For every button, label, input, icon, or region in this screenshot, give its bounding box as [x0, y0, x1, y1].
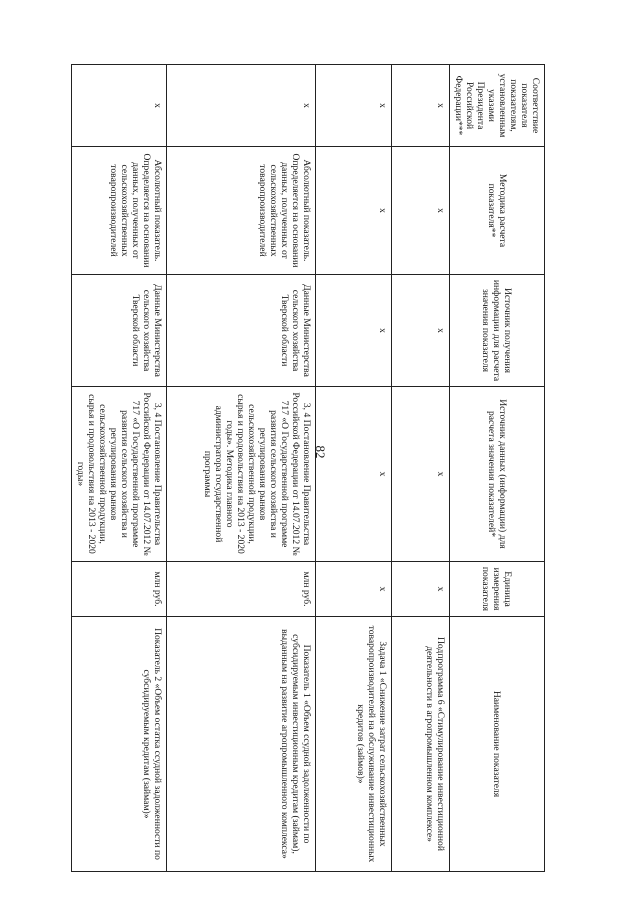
cell-unit: x: [392, 562, 450, 617]
cell-info-source: x: [316, 275, 392, 387]
cell-unit: млн руб.: [167, 562, 316, 617]
table-row: [316, 65, 392, 872]
header-data-source: Источник данных (информации) для расчета значения показателей*: [450, 387, 545, 562]
cell-name: Показатель 1 «Объем ссудной задолженности по субсидируемым инвестиционным кредитам (займам), выданным на развитие агропромышленного комплекса»: [167, 617, 316, 872]
table-row: [167, 65, 316, 872]
page-number: 82: [313, 445, 328, 459]
cell-info-source: Данные Министерства сельского хозяйства Тверской области: [167, 275, 316, 387]
cell-method: x: [316, 147, 392, 275]
cell-method: Абсолютный показатель. Определяется на основании данных, полученных от сельскохозяйственных товаропроизводителей: [167, 147, 316, 275]
cell-data-source: 3, 4 Постановление Правительства Российской Федерации от 14.07.2012 № 717 «О Государственной программе развития сельского хозяйства и регулирования рынков сельскохозяйственной продукции, сырья и продовольствия на 2013 - 2020 годы»: [72, 387, 167, 562]
cell-compliance: x: [72, 65, 167, 147]
cell-data-source: x: [316, 387, 392, 562]
cell-method: x: [392, 147, 450, 275]
cell-data-source: x: [392, 387, 450, 562]
header-compliance: Соответствие показателя показателям, установленным указами Президента Российской Федерации***: [450, 65, 545, 147]
header-unit: Единица измерения показателя: [450, 562, 545, 617]
table-header-row: [450, 65, 545, 872]
cell-compliance: x: [392, 65, 450, 147]
table-row: [72, 65, 167, 872]
cell-name: Подпрограмма 6 «Стимулирование инвестиционной деятельности в агропромышленном комплексе»: [392, 617, 450, 872]
rotated-table-container: [75, 64, 545, 871]
cell-compliance: x: [316, 65, 392, 147]
cell-unit: x: [316, 562, 392, 617]
header-method: Методика расчета показателя**: [450, 147, 545, 275]
cell-method: Абсолютный показатель. Определяется на основании данных, полученных от сельскохозяйственных товаропроизводителей: [72, 147, 167, 275]
cell-name: Показатель 2 «Объем остатка ссудной задолженности по субсидируемым кредитам (займам)»: [72, 617, 167, 872]
cell-unit: млн руб.: [72, 562, 167, 617]
table-row: [392, 65, 450, 872]
header-name: Наименование показателя: [450, 617, 545, 872]
header-info-source: Источник получения информации для расчета значения показателя: [450, 275, 545, 387]
cell-info-source: x: [392, 275, 450, 387]
cell-info-source: Данные Министерства сельского хозяйства Тверской области: [72, 275, 167, 387]
cell-data-source: 3, 4 Постановление Правительства Российской Федерации от 14.07.2012 № 717 «О Государственной программе развития сельского хозяйства и регулирования рынков сельскохозяйственной продукции, сырья и продовольствия на 2013 - 2020 годы». Методика главного администратора государственной программы: [167, 387, 316, 562]
cell-name: Задача 1 «Снижение затрат сельскохозяйственных товаропроизводителей на обслуживание инвестиционных кредитов (займов)»: [316, 617, 392, 872]
indicator-table: [71, 64, 545, 872]
cell-compliance: x: [167, 65, 316, 147]
